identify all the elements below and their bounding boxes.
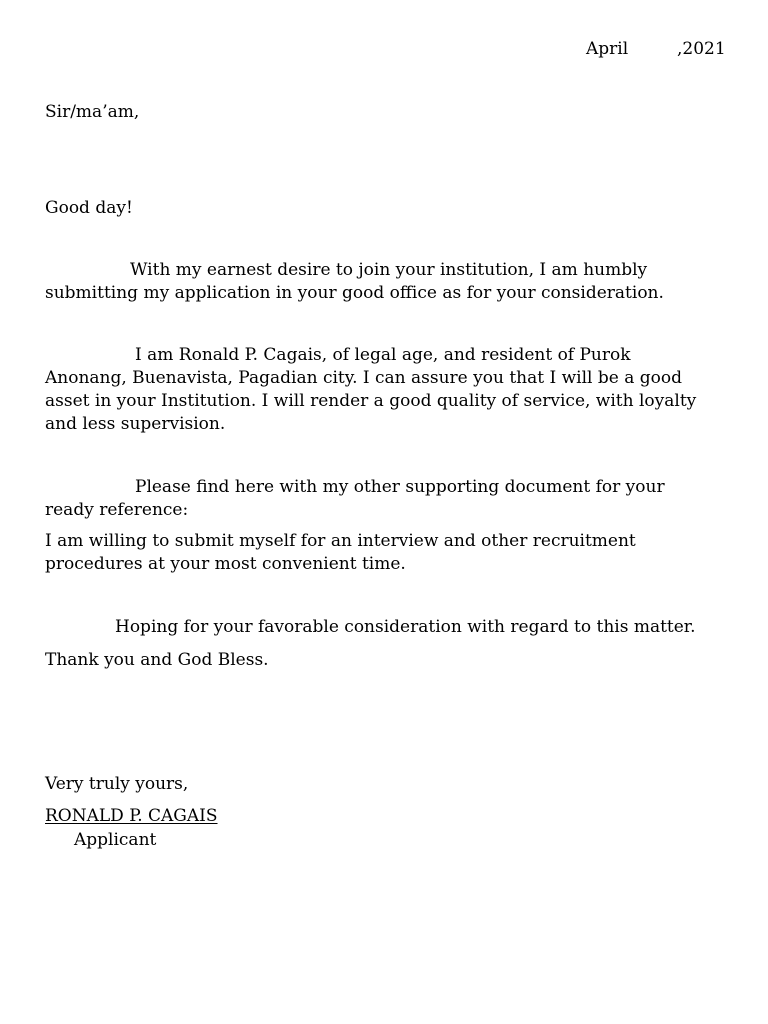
paragraph-introduction [45,344,725,436]
paragraph-line: I am Ronald P. Cagais, of legal age, and resident of Purok [135,345,631,365]
signatory-role: Applicant [74,830,157,850]
greeting: Good day! [45,198,133,218]
paragraph-hoping [45,616,725,639]
closing: Very truly yours, [45,774,189,794]
paragraph-interview [45,530,725,576]
paragraph-line: procedures at your most convenient time. [45,554,406,574]
date-year: ,2021 [677,39,726,59]
paragraph-line: I am willing to submit myself for an interview and other recruitment [45,531,636,551]
signatory-name: RONALD P. CAGAIS [45,806,218,826]
paragraph-line: ready reference: [45,500,189,520]
date-month: April [586,39,629,59]
paragraph-line: Thank you and God Bless. [45,650,269,670]
paragraph-line: submitting my application in your good office as for your consideration. [45,283,664,303]
paragraph-documents [45,476,725,522]
paragraph-intent [45,259,725,305]
paragraph-line: asset in your Institution. I will render a good quality of service, with loyalty [45,391,697,411]
salutation: Sir/ma’am, [45,102,140,122]
paragraph-line: and less supervision. [45,414,226,434]
paragraph-thanks [45,649,725,672]
paragraph-line: Hoping for your favorable consideration with regard to this matter. [115,617,696,637]
paragraph-line: With my earnest desire to join your institution, I am humbly [130,260,648,280]
paragraph-line: Please find here with my other supporting document for your [135,477,665,497]
paragraph-line: Anonang, Buenavista, Pagadian city. I can assure you that I will be a good [45,368,682,388]
